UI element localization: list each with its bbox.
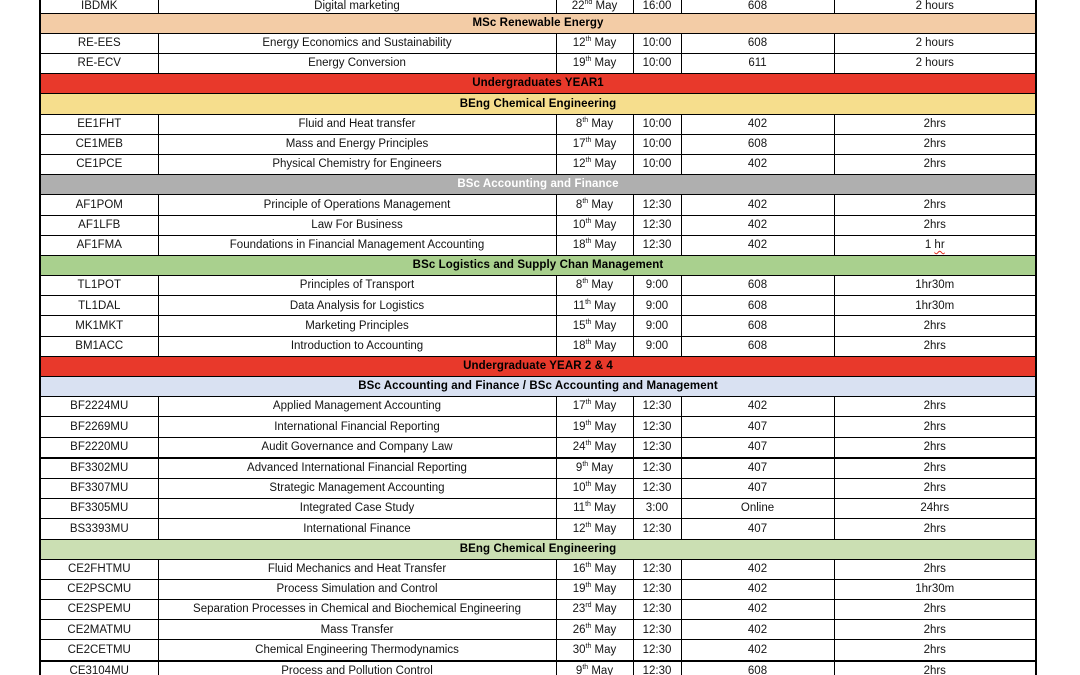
code-cell: CE2FHTMU	[40, 559, 158, 579]
exam-row-af1pom	[40, 195, 1036, 215]
room-cell: 608	[681, 296, 834, 316]
date-cell: 16th May	[556, 559, 633, 579]
room-cell: 611	[681, 54, 834, 74]
code-cell: RE-ECV	[40, 54, 158, 74]
code-cell: BF3302MU	[40, 458, 158, 479]
exam-row-bf2220mu	[40, 437, 1036, 458]
section-row-msc-renewable-energy	[40, 13, 1036, 33]
duration-cell: 2hrs	[834, 215, 1036, 235]
timetable-body	[40, 0, 1036, 675]
title-cell: Fluid Mechanics and Heat Transfer	[158, 559, 556, 579]
duration-cell: 2hrs	[834, 661, 1036, 675]
exam-row-tl1dal	[40, 296, 1036, 316]
exam-row-ce1pce	[40, 154, 1036, 174]
time-cell: 9:00	[633, 336, 681, 356]
section-header-beng-chemical-engineering: BEng Chemical Engineering	[40, 539, 1036, 559]
title-cell: Principle of Operations Management	[158, 195, 556, 215]
exam-row-re-ecv	[40, 54, 1036, 74]
section-header-msc-renewable-energy: MSc Renewable Energy	[40, 13, 1036, 33]
title-cell: Advanced International Financial Reporting	[158, 458, 556, 479]
title-cell: Process Simulation and Control	[158, 579, 556, 599]
exam-row-af1fma	[40, 235, 1036, 255]
date-cell: 10th May	[556, 215, 633, 235]
exam-row-bf2224mu	[40, 397, 1036, 417]
code-cell: TL1DAL	[40, 296, 158, 316]
time-cell: 12:30	[633, 437, 681, 458]
title-cell: Integrated Case Study	[158, 499, 556, 519]
code-cell: BF2224MU	[40, 397, 158, 417]
room-cell: 407	[681, 478, 834, 498]
exam-row-mk1mkt	[40, 316, 1036, 336]
duration-cell: 2hrs	[834, 397, 1036, 417]
duration-cell: 2 hours	[834, 54, 1036, 74]
duration-cell: 2hrs	[834, 559, 1036, 579]
time-cell: 10:00	[633, 33, 681, 53]
exam-row-af1lfb	[40, 215, 1036, 235]
section-row-bsc-logistics-and-supply-chan-management	[40, 255, 1036, 275]
date-cell: 19th May	[556, 417, 633, 437]
room-cell: 608	[681, 661, 834, 675]
room-cell: 402	[681, 195, 834, 215]
code-cell: AF1LFB	[40, 215, 158, 235]
date-cell: 15th May	[556, 316, 633, 336]
time-cell: 12:30	[633, 397, 681, 417]
date-cell: 19th May	[556, 54, 633, 74]
code-cell: BF3305MU	[40, 499, 158, 519]
duration-cell: 2hrs	[834, 600, 1036, 620]
duration-cell: 2hrs	[834, 195, 1036, 215]
time-cell: 9:00	[633, 276, 681, 296]
title-cell: Foundations in Financial Management Accounting	[158, 235, 556, 255]
duration-cell: 2hrs	[834, 519, 1036, 539]
section-row-beng-chemical-engineering	[40, 539, 1036, 559]
title-cell: Mass and Energy Principles	[158, 134, 556, 154]
exam-row-bf3307mu	[40, 478, 1036, 498]
room-cell: Online	[681, 499, 834, 519]
date-cell: 9th May	[556, 661, 633, 675]
time-cell: 10:00	[633, 154, 681, 174]
date-cell: 12th May	[556, 33, 633, 53]
code-cell: AF1POM	[40, 195, 158, 215]
room-cell: 402	[681, 154, 834, 174]
date-cell: 18th May	[556, 336, 633, 356]
room-cell: 608	[681, 276, 834, 296]
room-cell: 407	[681, 519, 834, 539]
title-cell: International Financial Reporting	[158, 417, 556, 437]
section-row-bsc-accounting-and-finance-bsc-accounting-and-management	[40, 377, 1036, 397]
duration-cell: 2 hours	[834, 0, 1036, 13]
room-cell: 407	[681, 417, 834, 437]
title-cell: Fluid and Heat transfer	[158, 114, 556, 134]
code-cell: EE1FHT	[40, 114, 158, 134]
title-cell: Separation Processes in Chemical and Biochemical Engineering	[158, 600, 556, 620]
title-cell: Applied Management Accounting	[158, 397, 556, 417]
code-cell: BF2269MU	[40, 417, 158, 437]
duration-cell: 2hrs	[834, 478, 1036, 498]
title-cell: International Finance	[158, 519, 556, 539]
exam-row-ce2matmu	[40, 620, 1036, 640]
code-cell: CE2SPEMU	[40, 600, 158, 620]
section-header-bsc-accounting-and-finance-bsc-accounting-and-management: BSc Accounting and Finance / BSc Accounting and Management	[40, 377, 1036, 397]
title-cell: Data Analysis for Logistics	[158, 296, 556, 316]
exam-row-ce3104mu	[40, 661, 1036, 675]
title-cell: Process and Pollution Control	[158, 661, 556, 675]
duration-cell: 2hrs	[834, 620, 1036, 640]
date-cell: 11th May	[556, 296, 633, 316]
section-header-beng-chemical-engineering: BEng Chemical Engineering	[40, 94, 1036, 114]
code-cell: TL1POT	[40, 276, 158, 296]
code-cell: CE2PSCMU	[40, 579, 158, 599]
time-cell: 12:30	[633, 519, 681, 539]
room-cell: 608	[681, 336, 834, 356]
time-cell: 12:30	[633, 478, 681, 498]
duration-cell: 2hrs	[834, 336, 1036, 356]
time-cell: 12:30	[633, 600, 681, 620]
title-cell: Physical Chemistry for Engineers	[158, 154, 556, 174]
exam-row-ce2fhtmu	[40, 559, 1036, 579]
room-cell: 402	[681, 559, 834, 579]
date-cell: 11th May	[556, 499, 633, 519]
room-cell: 402	[681, 397, 834, 417]
room-cell: 402	[681, 235, 834, 255]
duration-cell: 24hrs	[834, 499, 1036, 519]
time-cell: 16:00	[633, 0, 681, 13]
exam-row-ce1meb	[40, 134, 1036, 154]
room-cell: 402	[681, 579, 834, 599]
duration-cell: 1hr30m	[834, 579, 1036, 599]
code-cell: CE1PCE	[40, 154, 158, 174]
date-cell: 8th May	[556, 276, 633, 296]
time-cell: 9:00	[633, 296, 681, 316]
date-cell: 8th May	[556, 114, 633, 134]
title-cell: Energy Economics and Sustainability	[158, 33, 556, 53]
room-cell: 608	[681, 316, 834, 336]
exam-row-ce2pscmu	[40, 579, 1036, 599]
date-cell: 18th May	[556, 235, 633, 255]
date-cell: 22nd May	[556, 0, 633, 13]
time-cell: 9:00	[633, 316, 681, 336]
duration-cell: 2hrs	[834, 417, 1036, 437]
duration-cell: 1hr30m	[834, 276, 1036, 296]
exam-row-bm1acc	[40, 336, 1036, 356]
duration-cell: 2 hours	[834, 33, 1036, 53]
title-cell: Strategic Management Accounting	[158, 478, 556, 498]
date-cell: 19th May	[556, 579, 633, 599]
date-cell: 17th May	[556, 397, 633, 417]
time-cell: 12:30	[633, 620, 681, 640]
exam-row-bf2269mu	[40, 417, 1036, 437]
date-cell: 23rd May	[556, 600, 633, 620]
title-cell: Law For Business	[158, 215, 556, 235]
exam-row-ce2spemu	[40, 600, 1036, 620]
code-cell: BM1ACC	[40, 336, 158, 356]
section-row-undergraduates-year1	[40, 74, 1036, 94]
section-row-beng-chemical-engineering	[40, 94, 1036, 114]
exam-row-tl1pot	[40, 276, 1036, 296]
section-header-undergraduates-year1: Undergraduates YEAR1	[40, 74, 1036, 94]
time-cell: 12:30	[633, 235, 681, 255]
exam-row-ce2cetmu	[40, 640, 1036, 661]
time-cell: 12:30	[633, 417, 681, 437]
code-cell: IBDMK	[40, 0, 158, 13]
code-cell: MK1MKT	[40, 316, 158, 336]
exam-row-re-ees	[40, 33, 1036, 53]
time-cell: 12:30	[633, 640, 681, 661]
time-cell: 3:00	[633, 499, 681, 519]
exam-row-bs3393mu	[40, 519, 1036, 539]
room-cell: 402	[681, 114, 834, 134]
exam-timetable	[39, 0, 1037, 675]
room-cell: 402	[681, 215, 834, 235]
time-cell: 10:00	[633, 54, 681, 74]
duration-cell: 2hrs	[834, 458, 1036, 479]
exam-row-ibdmk	[40, 0, 1036, 13]
duration-cell: 2hrs	[834, 437, 1036, 458]
code-cell: CE3104MU	[40, 661, 158, 675]
title-cell: Digital marketing	[158, 0, 556, 13]
time-cell: 12:30	[633, 559, 681, 579]
code-cell: CE1MEB	[40, 134, 158, 154]
date-cell: 17th May	[556, 134, 633, 154]
date-cell: 12th May	[556, 154, 633, 174]
title-cell: Energy Conversion	[158, 54, 556, 74]
room-cell: 407	[681, 458, 834, 479]
room-cell: 402	[681, 640, 834, 661]
date-cell: 10th May	[556, 478, 633, 498]
title-cell: Marketing Principles	[158, 316, 556, 336]
room-cell: 608	[681, 33, 834, 53]
duration-cell: 2hrs	[834, 316, 1036, 336]
duration-cell: 2hrs	[834, 640, 1036, 661]
date-cell: 24th May	[556, 437, 633, 458]
exam-row-bf3305mu	[40, 499, 1036, 519]
date-cell: 30th May	[556, 640, 633, 661]
room-cell: 608	[681, 0, 834, 13]
code-cell: BF2220MU	[40, 437, 158, 458]
room-cell: 608	[681, 134, 834, 154]
time-cell: 12:30	[633, 195, 681, 215]
date-cell: 12th May	[556, 519, 633, 539]
code-cell: BF3307MU	[40, 478, 158, 498]
code-cell: BS3393MU	[40, 519, 158, 539]
code-cell: RE-EES	[40, 33, 158, 53]
code-cell: CE2CETMU	[40, 640, 158, 661]
duration-cell: 1hr30m	[834, 296, 1036, 316]
title-cell: Principles of Transport	[158, 276, 556, 296]
duration-cell: 2hrs	[834, 134, 1036, 154]
spellcheck-underline: hr	[934, 238, 945, 251]
duration-cell: 1 hr	[834, 235, 1036, 255]
title-cell: Audit Governance and Company Law	[158, 437, 556, 458]
time-cell: 12:30	[633, 579, 681, 599]
time-cell: 10:00	[633, 114, 681, 134]
title-cell: Mass Transfer	[158, 620, 556, 640]
date-cell: 26th May	[556, 620, 633, 640]
exam-row-ee1fht	[40, 114, 1036, 134]
room-cell: 402	[681, 600, 834, 620]
section-row-undergraduate-year-2-4	[40, 356, 1036, 376]
title-cell: Chemical Engineering Thermodynamics	[158, 640, 556, 661]
code-cell: AF1FMA	[40, 235, 158, 255]
title-cell: Introduction to Accounting	[158, 336, 556, 356]
section-header-bsc-logistics-and-supply-chan-management: BSc Logistics and Supply Chan Management	[40, 255, 1036, 275]
section-header-bsc-accounting-and-finance: BSc Accounting and Finance	[40, 175, 1036, 195]
time-cell: 12:30	[633, 661, 681, 675]
duration-cell: 2hrs	[834, 154, 1036, 174]
duration-cell: 2hrs	[834, 114, 1036, 134]
room-cell: 407	[681, 437, 834, 458]
section-header-undergraduate-year-2-4: Undergraduate YEAR 2 & 4	[40, 356, 1036, 376]
room-cell: 402	[681, 620, 834, 640]
time-cell: 12:30	[633, 458, 681, 479]
exam-row-bf3302mu	[40, 458, 1036, 479]
date-cell: 9th May	[556, 458, 633, 479]
time-cell: 10:00	[633, 134, 681, 154]
time-cell: 12:30	[633, 215, 681, 235]
date-cell: 8th May	[556, 195, 633, 215]
code-cell: CE2MATMU	[40, 620, 158, 640]
section-row-bsc-accounting-and-finance	[40, 175, 1036, 195]
